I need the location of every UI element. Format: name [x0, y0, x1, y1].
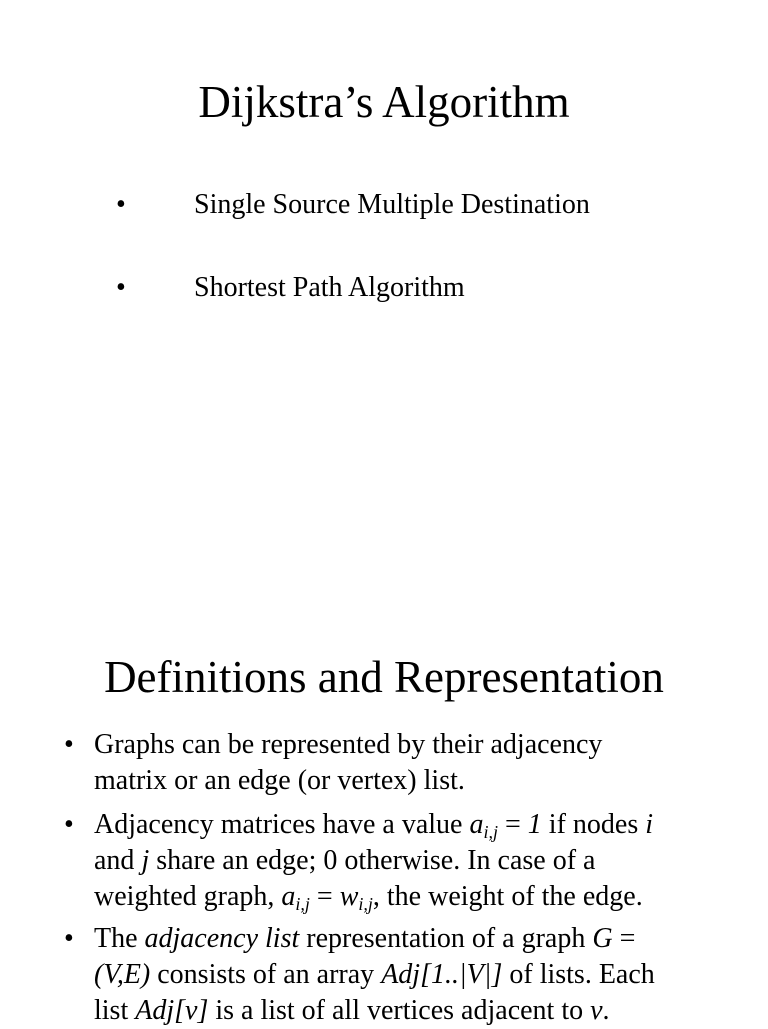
slide2-title: Definitions and Representation	[104, 652, 664, 702]
text-line: (V,E) consists of an array Adj[1..|V|] of lists. Each	[94, 959, 655, 990]
bullet-marker: •	[116, 272, 126, 303]
bullet-marker: •	[64, 923, 74, 954]
slide1-title: Dijkstra’s Algorithm	[198, 77, 570, 127]
text-line: Adjacency matrices have a value $a_{i,j} = 1$ if nodes i	[94, 809, 654, 842]
text-line: The adjacency list representation of a graph G =	[94, 923, 636, 954]
text-line: list Adj[v] is a list of all vertices adjacent to v.	[94, 995, 610, 1026]
bullet-text: Shortest Path Algorithm	[194, 272, 465, 303]
text-line: and j share an edge; 0 otherwise. In case of a	[94, 845, 596, 876]
bullet-text: Single Source Multiple Destination	[194, 189, 590, 220]
text-line: matrix or an edge (or vertex) list.	[94, 765, 465, 796]
bullet-marker: •	[116, 189, 126, 220]
text-line: weighted graph, $a_{i,j} = w_{i,j}$, the weight of the edge.	[94, 881, 643, 914]
bullet-marker: •	[64, 729, 74, 760]
bullet-marker: •	[64, 809, 74, 840]
text-line: Graphs can be represented by their adjacency	[94, 729, 603, 760]
